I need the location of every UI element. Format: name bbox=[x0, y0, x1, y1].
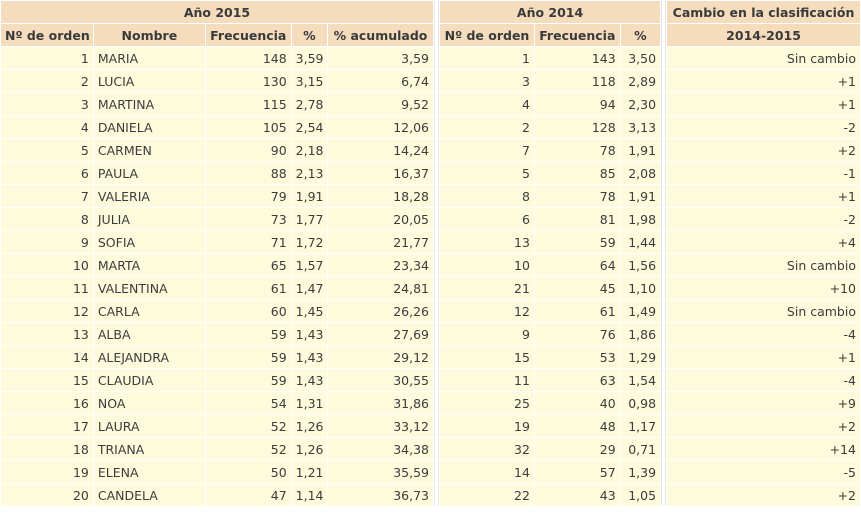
percent-2014-cell: 1,10 bbox=[621, 277, 660, 299]
cumulative-cell: 27,69 bbox=[328, 323, 433, 345]
frequency-2014-cell: 29 bbox=[535, 438, 620, 460]
cumulative-cell: 33,12 bbox=[328, 415, 433, 437]
cumulative-cell: 14,24 bbox=[328, 139, 433, 161]
column-gap bbox=[434, 162, 439, 184]
percent-cell: 1,57 bbox=[292, 254, 327, 276]
rank-2014-cell: 21 bbox=[440, 277, 534, 299]
change-cell: -1 bbox=[667, 162, 860, 184]
percent-cell: 3,59 bbox=[292, 47, 327, 69]
change-cell: +1 bbox=[667, 185, 860, 207]
rank-cell: 20 bbox=[1, 484, 93, 506]
cumulative-cell: 3,59 bbox=[328, 47, 433, 69]
table-row bbox=[1, 277, 860, 299]
frequency-2014-cell: 53 bbox=[535, 346, 620, 368]
rank-2014-cell: 15 bbox=[440, 346, 534, 368]
percent-cell: 1,43 bbox=[292, 369, 327, 391]
table-row bbox=[1, 300, 860, 322]
frequency-2014-cell: 118 bbox=[535, 70, 620, 92]
column-gap bbox=[434, 93, 439, 115]
percent-cell: 1,45 bbox=[292, 300, 327, 322]
frequency-2014-cell: 76 bbox=[535, 323, 620, 345]
percent-2014-cell: 1,91 bbox=[621, 139, 660, 161]
rank-2014-cell: 22 bbox=[440, 484, 534, 506]
column-gap bbox=[434, 392, 439, 414]
table-row bbox=[1, 438, 860, 460]
name-cell: CARLA bbox=[94, 300, 205, 322]
name-cell: PAULA bbox=[94, 162, 205, 184]
frequency-cell: 59 bbox=[206, 323, 291, 345]
frequency-2014-cell: 40 bbox=[535, 392, 620, 414]
name-cell: VALERIA bbox=[94, 185, 205, 207]
change-cell: Sin cambio bbox=[667, 254, 860, 276]
rank-cell: 8 bbox=[1, 208, 93, 230]
table-row bbox=[1, 70, 860, 92]
frequency-cell: 47 bbox=[206, 484, 291, 506]
column-gap bbox=[434, 461, 439, 483]
rank-2014-cell: 6 bbox=[440, 208, 534, 230]
change-cell: -2 bbox=[667, 116, 860, 138]
cumulative-cell: 9,52 bbox=[328, 93, 433, 115]
frequency-cell: 52 bbox=[206, 438, 291, 460]
frequency-2014-cell: 63 bbox=[535, 369, 620, 391]
year-2014-header: Año 2014 bbox=[440, 1, 660, 23]
column-gap bbox=[661, 323, 666, 345]
percent-2014-cell: 1,56 bbox=[621, 254, 660, 276]
column-gap bbox=[661, 47, 666, 69]
percent-2014-cell: 1,91 bbox=[621, 185, 660, 207]
percent-2014-cell: 2,30 bbox=[621, 93, 660, 115]
rank-2014-cell: 25 bbox=[440, 392, 534, 414]
rank-2014-cell: 7 bbox=[440, 139, 534, 161]
rank-cell: 15 bbox=[1, 369, 93, 391]
col-header-cumulative-2015: % acumulado bbox=[328, 24, 433, 46]
rank-cell: 11 bbox=[1, 277, 93, 299]
table-row bbox=[1, 93, 860, 115]
column-gap bbox=[434, 415, 439, 437]
percent-2014-cell: 1,98 bbox=[621, 208, 660, 230]
column-gap bbox=[661, 277, 666, 299]
percent-cell: 1,26 bbox=[292, 438, 327, 460]
cumulative-cell: 34,38 bbox=[328, 438, 433, 460]
cumulative-cell: 31,86 bbox=[328, 392, 433, 414]
percent-2014-cell: 0,71 bbox=[621, 438, 660, 460]
frequency-cell: 105 bbox=[206, 116, 291, 138]
rank-cell: 10 bbox=[1, 254, 93, 276]
name-cell: CARMEN bbox=[94, 139, 205, 161]
frequency-2014-cell: 48 bbox=[535, 415, 620, 437]
frequency-2014-cell: 128 bbox=[535, 116, 620, 138]
frequency-2014-cell: 43 bbox=[535, 484, 620, 506]
column-gap bbox=[661, 254, 666, 276]
percent-cell: 2,54 bbox=[292, 116, 327, 138]
rank-cell: 3 bbox=[1, 93, 93, 115]
col-header-percent-2015: % bbox=[292, 24, 327, 46]
name-cell: DANIELA bbox=[94, 116, 205, 138]
column-gap bbox=[661, 484, 666, 506]
frequency-2014-cell: 78 bbox=[535, 185, 620, 207]
frequency-cell: 130 bbox=[206, 70, 291, 92]
name-cell: MARTA bbox=[94, 254, 205, 276]
frequency-2014-cell: 143 bbox=[535, 47, 620, 69]
frequency-2014-cell: 59 bbox=[535, 231, 620, 253]
column-gap bbox=[434, 254, 439, 276]
frequency-cell: 79 bbox=[206, 185, 291, 207]
rank-2014-cell: 32 bbox=[440, 438, 534, 460]
name-cell: ELENA bbox=[94, 461, 205, 483]
column-gap bbox=[661, 438, 666, 460]
table-row bbox=[1, 461, 860, 483]
rank-cell: 7 bbox=[1, 185, 93, 207]
table-row bbox=[1, 208, 860, 230]
frequency-2014-cell: 94 bbox=[535, 93, 620, 115]
column-gap bbox=[434, 116, 439, 138]
change-cell: +1 bbox=[667, 70, 860, 92]
table-row bbox=[1, 231, 860, 253]
name-cell: CLAUDIA bbox=[94, 369, 205, 391]
percent-cell: 1,47 bbox=[292, 277, 327, 299]
column-gap bbox=[434, 24, 439, 46]
frequency-2014-cell: 81 bbox=[535, 208, 620, 230]
change-cell: +2 bbox=[667, 415, 860, 437]
column-gap bbox=[434, 300, 439, 322]
percent-2014-cell: 1,44 bbox=[621, 231, 660, 253]
change-cell: +2 bbox=[667, 139, 860, 161]
percent-cell: 1,43 bbox=[292, 323, 327, 345]
column-gap bbox=[661, 231, 666, 253]
rank-cell: 4 bbox=[1, 116, 93, 138]
percent-cell: 2,13 bbox=[292, 162, 327, 184]
year-2015-header: Año 2015 bbox=[1, 1, 433, 23]
frequency-2014-cell: 64 bbox=[535, 254, 620, 276]
table-row bbox=[1, 139, 860, 161]
col-header-rank-2014: Nº de orden bbox=[440, 24, 534, 46]
rank-cell: 12 bbox=[1, 300, 93, 322]
col-header-name: Nombre bbox=[94, 24, 205, 46]
cumulative-cell: 12,06 bbox=[328, 116, 433, 138]
cumulative-cell: 20,05 bbox=[328, 208, 433, 230]
column-gap bbox=[434, 438, 439, 460]
percent-2014-cell: 1,29 bbox=[621, 346, 660, 368]
change-header: Cambio en la clasificación bbox=[667, 1, 860, 23]
rank-2014-cell: 12 bbox=[440, 300, 534, 322]
name-cell: ALBA bbox=[94, 323, 205, 345]
column-gap bbox=[661, 392, 666, 414]
frequency-2014-cell: 57 bbox=[535, 461, 620, 483]
change-cell: +4 bbox=[667, 231, 860, 253]
frequency-cell: 50 bbox=[206, 461, 291, 483]
cumulative-cell: 23,34 bbox=[328, 254, 433, 276]
rank-2014-cell: 14 bbox=[440, 461, 534, 483]
column-gap bbox=[434, 185, 439, 207]
name-cell: SOFIA bbox=[94, 231, 205, 253]
change-cell: +14 bbox=[667, 438, 860, 460]
column-gap bbox=[661, 369, 666, 391]
col-header-rank-2015: Nº de orden bbox=[1, 24, 93, 46]
table-row bbox=[1, 415, 860, 437]
table-row bbox=[1, 47, 860, 69]
percent-cell: 1,21 bbox=[292, 461, 327, 483]
col-header-frequency-2014: Frecuencia bbox=[535, 24, 620, 46]
frequency-cell: 59 bbox=[206, 369, 291, 391]
cumulative-cell: 18,28 bbox=[328, 185, 433, 207]
cumulative-cell: 29,12 bbox=[328, 346, 433, 368]
change-cell: -4 bbox=[667, 369, 860, 391]
rank-cell: 5 bbox=[1, 139, 93, 161]
column-gap bbox=[434, 231, 439, 253]
col-header-change-period: 2014-2015 bbox=[667, 24, 860, 46]
change-cell: Sin cambio bbox=[667, 300, 860, 322]
percent-cell: 1,72 bbox=[292, 231, 327, 253]
name-cell: LUCIA bbox=[94, 70, 205, 92]
change-cell: -5 bbox=[667, 461, 860, 483]
percent-2014-cell: 2,89 bbox=[621, 70, 660, 92]
group-header-row bbox=[1, 1, 860, 23]
percent-2014-cell: 2,08 bbox=[621, 162, 660, 184]
name-cell: NOA bbox=[94, 392, 205, 414]
frequency-cell: 115 bbox=[206, 93, 291, 115]
name-cell: VALENTINA bbox=[94, 277, 205, 299]
percent-2014-cell: 1,39 bbox=[621, 461, 660, 483]
rank-cell: 13 bbox=[1, 323, 93, 345]
frequency-cell: 65 bbox=[206, 254, 291, 276]
table-row bbox=[1, 162, 860, 184]
frequency-cell: 52 bbox=[206, 415, 291, 437]
percent-cell: 1,91 bbox=[292, 185, 327, 207]
change-cell: -2 bbox=[667, 208, 860, 230]
column-gap bbox=[434, 484, 439, 506]
rank-2014-cell: 5 bbox=[440, 162, 534, 184]
col-header-frequency-2015: Frecuencia bbox=[206, 24, 291, 46]
rank-2014-cell: 9 bbox=[440, 323, 534, 345]
change-cell: +1 bbox=[667, 346, 860, 368]
name-cell: MARTINA bbox=[94, 93, 205, 115]
percent-2014-cell: 0,98 bbox=[621, 392, 660, 414]
percent-cell: 1,26 bbox=[292, 415, 327, 437]
name-cell: ALEJANDRA bbox=[94, 346, 205, 368]
column-gap bbox=[661, 461, 666, 483]
frequency-cell: 73 bbox=[206, 208, 291, 230]
change-cell: Sin cambio bbox=[667, 47, 860, 69]
table-row bbox=[1, 369, 860, 391]
percent-cell: 2,78 bbox=[292, 93, 327, 115]
name-cell: MARIA bbox=[94, 47, 205, 69]
cumulative-cell: 21,77 bbox=[328, 231, 433, 253]
name-cell: CANDELA bbox=[94, 484, 205, 506]
percent-cell: 1,31 bbox=[292, 392, 327, 414]
rank-2014-cell: 13 bbox=[440, 231, 534, 253]
cumulative-cell: 6,74 bbox=[328, 70, 433, 92]
rank-cell: 18 bbox=[1, 438, 93, 460]
frequency-cell: 61 bbox=[206, 277, 291, 299]
column-gap bbox=[661, 24, 666, 46]
column-gap bbox=[434, 323, 439, 345]
rank-2014-cell: 2 bbox=[440, 116, 534, 138]
column-gap bbox=[434, 346, 439, 368]
cumulative-cell: 24,81 bbox=[328, 277, 433, 299]
table-row bbox=[1, 185, 860, 207]
frequency-cell: 59 bbox=[206, 346, 291, 368]
name-cell: JULIA bbox=[94, 208, 205, 230]
frequency-cell: 90 bbox=[206, 139, 291, 161]
percent-2014-cell: 1,17 bbox=[621, 415, 660, 437]
percent-2014-cell: 3,50 bbox=[621, 47, 660, 69]
table-row bbox=[1, 254, 860, 276]
column-gap bbox=[434, 208, 439, 230]
column-gap bbox=[661, 208, 666, 230]
rank-2014-cell: 19 bbox=[440, 415, 534, 437]
column-gap bbox=[661, 415, 666, 437]
change-cell: -4 bbox=[667, 323, 860, 345]
frequency-cell: 148 bbox=[206, 47, 291, 69]
cumulative-cell: 26,26 bbox=[328, 300, 433, 322]
change-cell: +9 bbox=[667, 392, 860, 414]
column-gap bbox=[661, 139, 666, 161]
rank-cell: 6 bbox=[1, 162, 93, 184]
column-gap bbox=[661, 116, 666, 138]
column-gap bbox=[434, 1, 439, 23]
rank-cell: 16 bbox=[1, 392, 93, 414]
percent-cell: 2,18 bbox=[292, 139, 327, 161]
column-gap bbox=[661, 300, 666, 322]
frequency-cell: 88 bbox=[206, 162, 291, 184]
rank-cell: 19 bbox=[1, 461, 93, 483]
rank-cell: 2 bbox=[1, 70, 93, 92]
column-gap bbox=[661, 70, 666, 92]
frequency-2014-cell: 78 bbox=[535, 139, 620, 161]
frequency-cell: 71 bbox=[206, 231, 291, 253]
frequency-2014-cell: 85 bbox=[535, 162, 620, 184]
frequency-2014-cell: 61 bbox=[535, 300, 620, 322]
name-cell: LAURA bbox=[94, 415, 205, 437]
column-gap bbox=[434, 47, 439, 69]
table-row bbox=[1, 484, 860, 506]
rank-2014-cell: 3 bbox=[440, 70, 534, 92]
col-header-percent-2014: % bbox=[621, 24, 660, 46]
column-gap bbox=[661, 185, 666, 207]
column-gap bbox=[434, 277, 439, 299]
change-cell: +1 bbox=[667, 93, 860, 115]
table-row bbox=[1, 116, 860, 138]
name-cell: TRIANA bbox=[94, 438, 205, 460]
rank-cell: 14 bbox=[1, 346, 93, 368]
percent-2014-cell: 1,86 bbox=[621, 323, 660, 345]
table-row bbox=[1, 323, 860, 345]
percent-cell: 1,77 bbox=[292, 208, 327, 230]
column-gap bbox=[434, 369, 439, 391]
column-gap bbox=[661, 162, 666, 184]
column-header-row bbox=[1, 24, 860, 46]
percent-cell: 1,43 bbox=[292, 346, 327, 368]
change-cell: +10 bbox=[667, 277, 860, 299]
rank-2014-cell: 8 bbox=[440, 185, 534, 207]
column-gap bbox=[661, 346, 666, 368]
percent-2014-cell: 1,05 bbox=[621, 484, 660, 506]
percent-2014-cell: 3,13 bbox=[621, 116, 660, 138]
column-gap bbox=[661, 93, 666, 115]
cumulative-cell: 35,59 bbox=[328, 461, 433, 483]
rank-cell: 1 bbox=[1, 47, 93, 69]
column-gap bbox=[434, 139, 439, 161]
table-row bbox=[1, 346, 860, 368]
percent-2014-cell: 1,49 bbox=[621, 300, 660, 322]
frequency-cell: 54 bbox=[206, 392, 291, 414]
percent-cell: 3,15 bbox=[292, 70, 327, 92]
cumulative-cell: 16,37 bbox=[328, 162, 433, 184]
column-gap bbox=[661, 1, 666, 23]
column-gap bbox=[434, 70, 439, 92]
table-body bbox=[1, 47, 860, 506]
frequency-cell: 60 bbox=[206, 300, 291, 322]
rank-2014-cell: 4 bbox=[440, 93, 534, 115]
percent-2014-cell: 1,54 bbox=[621, 369, 660, 391]
cumulative-cell: 30,55 bbox=[328, 369, 433, 391]
cumulative-cell: 36,73 bbox=[328, 484, 433, 506]
frequency-2014-cell: 45 bbox=[535, 277, 620, 299]
percent-cell: 1,14 bbox=[292, 484, 327, 506]
rank-cell: 17 bbox=[1, 415, 93, 437]
rank-2014-cell: 1 bbox=[440, 47, 534, 69]
table-row bbox=[1, 392, 860, 414]
rank-2014-cell: 11 bbox=[440, 369, 534, 391]
rank-cell: 9 bbox=[1, 231, 93, 253]
rank-2014-cell: 10 bbox=[440, 254, 534, 276]
change-cell: +2 bbox=[667, 484, 860, 506]
